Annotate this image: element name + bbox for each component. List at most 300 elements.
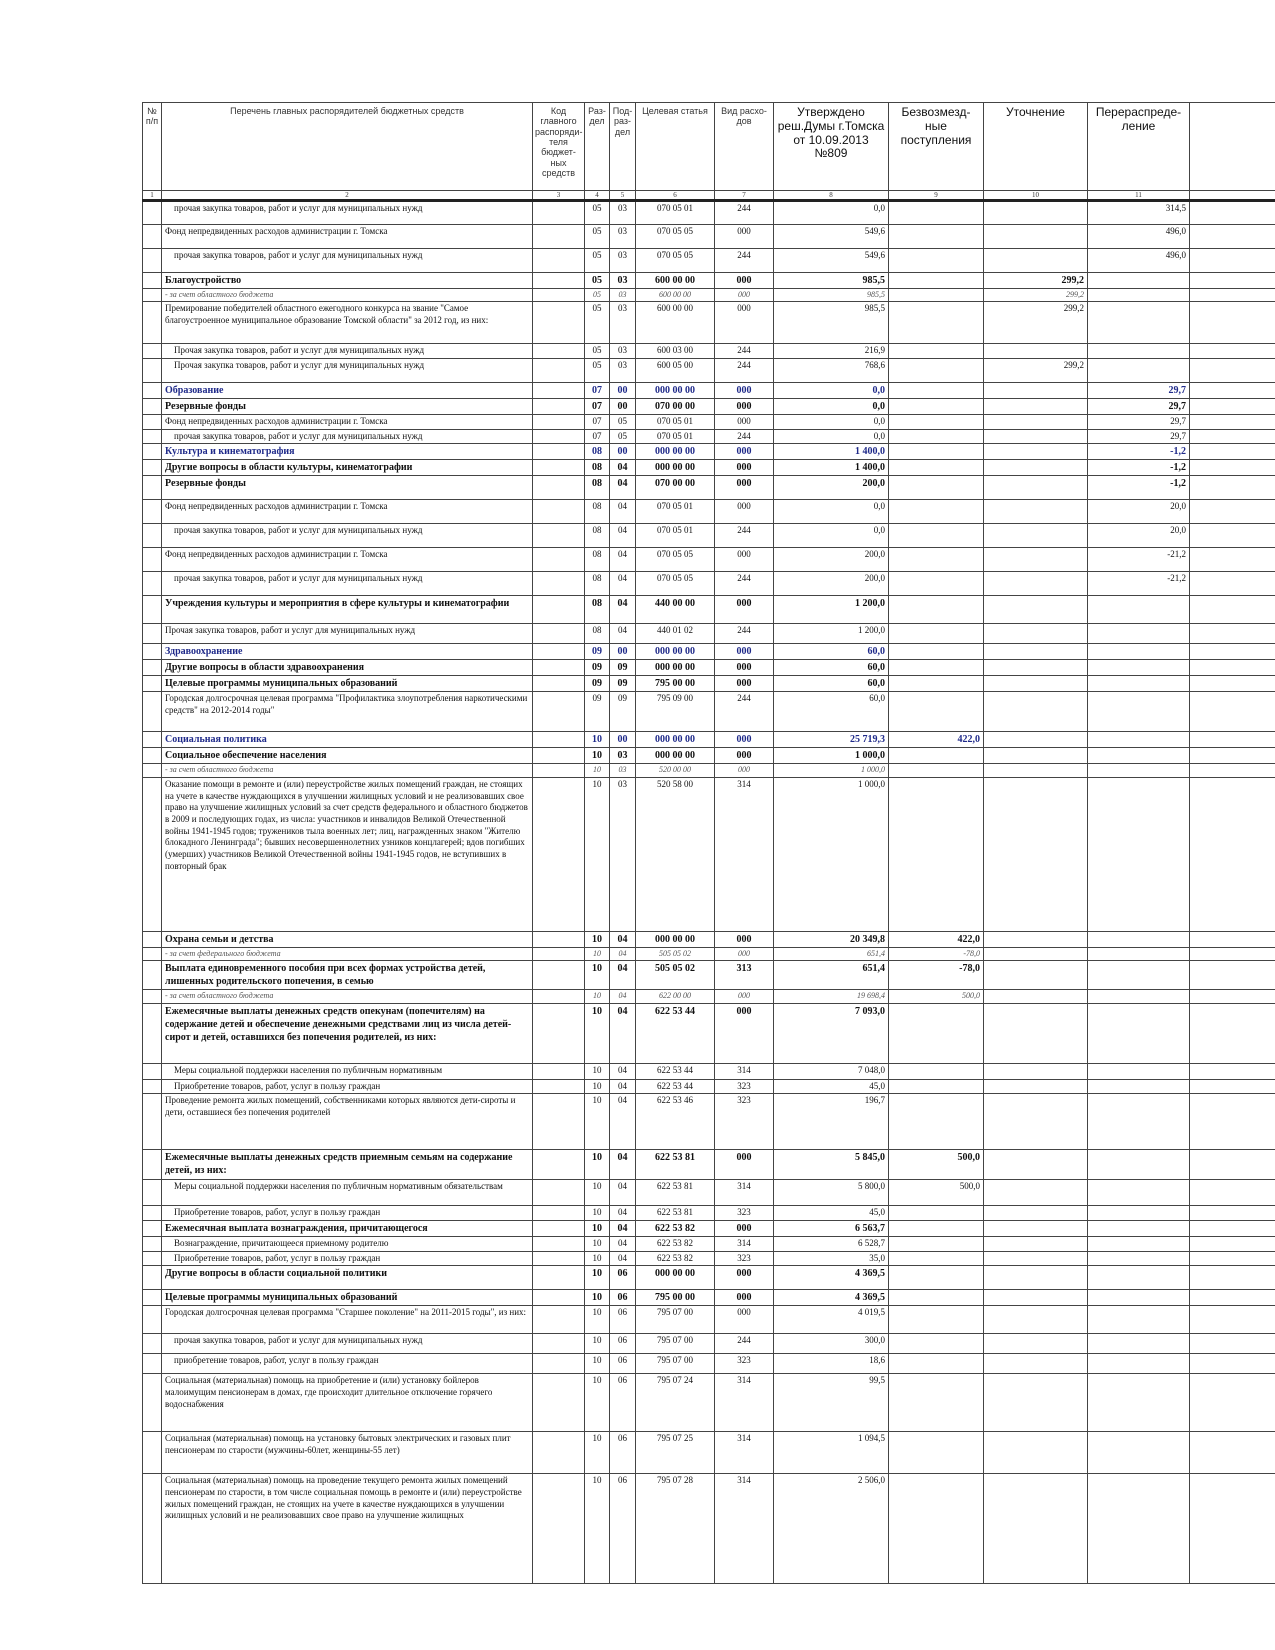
cell-csr: 622 53 81 — [636, 1150, 715, 1180]
cell-name: Здравоохранение — [162, 644, 533, 660]
cell-podrazdel: 03 — [610, 764, 636, 777]
cell-code — [533, 201, 585, 225]
cell-razdel: 10 — [585, 1306, 610, 1334]
cell-gratis — [889, 1237, 984, 1252]
cell-code — [533, 1237, 585, 1252]
cell-gratis: 422,0 — [889, 732, 984, 748]
cell-razdel: 10 — [585, 764, 610, 777]
cell-num — [143, 1266, 162, 1290]
col-number: 9 — [889, 191, 984, 201]
cell-podrazdel: 06 — [610, 1266, 636, 1290]
cell-approved: 651,4 — [774, 961, 889, 990]
cell-razdel: 05 — [585, 273, 610, 289]
cell-podrazdel: 03 — [610, 201, 636, 225]
cell-gratis — [889, 1063, 984, 1079]
cell-vr: 000 — [715, 460, 774, 476]
table-row — [143, 624, 1275, 644]
cell-cut — [1190, 225, 1275, 249]
cell-csr: 622 53 81 — [636, 1180, 715, 1206]
cell-approved: 45,0 — [774, 1206, 889, 1221]
cell-redistribute — [1088, 1180, 1190, 1206]
cell-razdel: 05 — [585, 359, 610, 383]
cell-name: Образование — [162, 383, 533, 399]
cell-redistribute — [1088, 660, 1190, 676]
table-row — [143, 399, 1275, 415]
cell-razdel: 07 — [585, 415, 610, 430]
cell-podrazdel: 06 — [610, 1474, 636, 1584]
cell-cut — [1190, 1079, 1275, 1094]
cell-podrazdel: 04 — [610, 1150, 636, 1180]
cell-name: Фонд непредвиденных расходов администрации г. Томска — [162, 415, 533, 430]
cell-code — [533, 624, 585, 644]
cell-approved: 19 698,4 — [774, 990, 889, 1003]
cell-vr: 000 — [715, 500, 774, 524]
cell-gratis: 422,0 — [889, 931, 984, 947]
cell-podrazdel: 03 — [610, 359, 636, 383]
cell-cut — [1190, 660, 1275, 676]
cell-gratis — [889, 344, 984, 359]
cell-razdel: 05 — [585, 302, 610, 344]
table-row — [143, 1474, 1275, 1584]
cell-csr: 795 07 00 — [636, 1306, 715, 1334]
cell-gratis — [889, 1290, 984, 1306]
cell-cut — [1190, 1221, 1275, 1237]
cell-name: приобретение товаров, работ, услуг в пользу граждан — [162, 1354, 533, 1374]
cell-name: Фонд непредвиденных расходов администрации г. Томска — [162, 500, 533, 524]
table-row — [143, 1079, 1275, 1094]
cell-name: Резервные фонды — [162, 399, 533, 415]
cell-cut — [1190, 429, 1275, 444]
cell-clarify — [984, 777, 1088, 931]
cell-razdel: 10 — [585, 1432, 610, 1474]
cell-name: Прочая закупка товаров, работ и услуг для муниципальных нужд — [162, 359, 533, 383]
cell-name: - за счет областного бюджета — [162, 289, 533, 302]
cell-cut — [1190, 1354, 1275, 1374]
cell-razdel: 09 — [585, 692, 610, 732]
cell-num — [143, 777, 162, 931]
cell-cut — [1190, 1206, 1275, 1221]
cell-approved: 300,0 — [774, 1334, 889, 1354]
cell-clarify — [984, 1474, 1088, 1584]
col-number: 5 — [610, 191, 636, 201]
cell-approved: 196,7 — [774, 1094, 889, 1150]
cell-code — [533, 415, 585, 430]
cell-razdel: 10 — [585, 947, 610, 960]
cell-vr: 314 — [715, 1180, 774, 1206]
cell-num — [143, 225, 162, 249]
cell-approved: 1 200,0 — [774, 624, 889, 644]
cell-approved: 200,0 — [774, 548, 889, 572]
cell-razdel: 08 — [585, 444, 610, 460]
cell-razdel: 08 — [585, 596, 610, 624]
cell-num — [143, 990, 162, 1003]
cell-redistribute — [1088, 644, 1190, 660]
table-row — [143, 1251, 1275, 1266]
cell-name: Охрана семьи и детства — [162, 931, 533, 947]
cell-clarify — [984, 500, 1088, 524]
table-row — [143, 1206, 1275, 1221]
table-row — [143, 273, 1275, 289]
cell-vr: 000 — [715, 660, 774, 676]
cell-vr: 244 — [715, 249, 774, 273]
cell-gratis: -78,0 — [889, 947, 984, 960]
table-row — [143, 524, 1275, 548]
cell-clarify — [984, 444, 1088, 460]
cell-approved: 5 845,0 — [774, 1150, 889, 1180]
cell-clarify — [984, 1180, 1088, 1206]
cell-podrazdel: 04 — [610, 548, 636, 572]
cell-csr: 622 53 81 — [636, 1206, 715, 1221]
cell-redistribute: 496,0 — [1088, 249, 1190, 273]
cell-vr: 000 — [715, 444, 774, 460]
cell-code — [533, 524, 585, 548]
cell-podrazdel: 06 — [610, 1290, 636, 1306]
cell-name: Резервные фонды — [162, 476, 533, 500]
cell-razdel: 05 — [585, 225, 610, 249]
header-num: № п/п — [143, 103, 162, 191]
cell-vr: 000 — [715, 289, 774, 302]
table-row — [143, 1290, 1275, 1306]
cell-vr: 000 — [715, 990, 774, 1003]
cell-podrazdel: 04 — [610, 1003, 636, 1063]
cell-name: прочая закупка товаров, работ и услуг для муниципальных нужд — [162, 201, 533, 225]
cell-redistribute — [1088, 931, 1190, 947]
cell-vr: 314 — [715, 777, 774, 931]
cell-csr: 622 53 44 — [636, 1063, 715, 1079]
cell-redistribute — [1088, 1334, 1190, 1354]
cell-name: Благоустройство — [162, 273, 533, 289]
cell-csr: 520 58 00 — [636, 777, 715, 931]
cell-vr: 000 — [715, 596, 774, 624]
table-row — [143, 476, 1275, 500]
cell-name: Социальная (материальная) помощь на установку бытовых электрических и газовых плит пенсионерам по старости (мужчины-60лет, женщины-55 лет) — [162, 1432, 533, 1474]
cell-cut — [1190, 692, 1275, 732]
cell-approved: 0,0 — [774, 500, 889, 524]
cell-clarify — [984, 1063, 1088, 1079]
cell-podrazdel: 06 — [610, 1334, 636, 1354]
cell-name: Городская долгосрочная целевая программа "Профилактика злоупотребления наркотическими средств" на 2012-2014 годы" — [162, 692, 533, 732]
cell-code — [533, 289, 585, 302]
cell-cut — [1190, 764, 1275, 777]
cell-approved: 1 094,5 — [774, 1432, 889, 1474]
cell-name: Социальная (материальная) помощь на проведение текущего ремонта жилых помещений пенсионерам по старости, в том числе социальная помощь в ремонте и (или) переустройстве жилых помещений граждан, не стоящих на учете в качестве нуждающихся в улучшении жилищных условий и не реализовавших свое право на улучшение жилищных — [162, 1474, 533, 1584]
cell-razdel: 09 — [585, 644, 610, 660]
cell-csr: 440 00 00 — [636, 596, 715, 624]
cell-num — [143, 1354, 162, 1374]
cell-approved: 1 000,0 — [774, 764, 889, 777]
cell-name: Приобретение товаров, работ, услуг в пользу граждан — [162, 1079, 533, 1094]
cell-code — [533, 359, 585, 383]
cell-vr: 323 — [715, 1094, 774, 1150]
cell-num — [143, 660, 162, 676]
cell-podrazdel: 06 — [610, 1354, 636, 1374]
cell-gratis — [889, 764, 984, 777]
cell-code — [533, 764, 585, 777]
cell-podrazdel: 09 — [610, 676, 636, 692]
cell-redistribute — [1088, 1237, 1190, 1252]
cell-podrazdel: 03 — [610, 249, 636, 273]
cell-razdel: 07 — [585, 383, 610, 399]
cell-num — [143, 764, 162, 777]
cell-csr: 070 00 00 — [636, 476, 715, 500]
cell-redistribute — [1088, 344, 1190, 359]
cell-podrazdel: 00 — [610, 399, 636, 415]
cell-csr: 795 00 00 — [636, 1290, 715, 1306]
cell-approved: 7 093,0 — [774, 1003, 889, 1063]
cell-csr: 795 07 00 — [636, 1334, 715, 1354]
cell-cut — [1190, 201, 1275, 225]
cell-gratis — [889, 1266, 984, 1290]
cell-redistribute — [1088, 1474, 1190, 1584]
cell-gratis — [889, 676, 984, 692]
cell-code — [533, 777, 585, 931]
cell-csr: 795 00 00 — [636, 676, 715, 692]
col-number-cut — [1190, 191, 1275, 201]
cell-cut — [1190, 1063, 1275, 1079]
cell-gratis — [889, 302, 984, 344]
cell-clarify — [984, 732, 1088, 748]
cell-code — [533, 1180, 585, 1206]
cell-num — [143, 692, 162, 732]
cell-num — [143, 1180, 162, 1206]
cell-vr: 244 — [715, 692, 774, 732]
table-row — [143, 748, 1275, 764]
cell-redistribute — [1088, 777, 1190, 931]
cell-approved: 0,0 — [774, 429, 889, 444]
cell-cut — [1190, 777, 1275, 931]
cell-num — [143, 1432, 162, 1474]
table-row — [143, 1150, 1275, 1180]
header-razdel: Раз-дел — [585, 103, 610, 191]
cell-approved: 6 563,7 — [774, 1221, 889, 1237]
cell-cut — [1190, 572, 1275, 596]
table-row — [143, 764, 1275, 777]
cell-podrazdel: 00 — [610, 444, 636, 460]
cell-gratis — [889, 500, 984, 524]
cell-razdel: 10 — [585, 990, 610, 1003]
cell-redistribute: 20,0 — [1088, 524, 1190, 548]
cell-cut — [1190, 1432, 1275, 1474]
table-row — [143, 961, 1275, 990]
cell-num — [143, 429, 162, 444]
cell-podrazdel: 03 — [610, 289, 636, 302]
cell-num — [143, 1374, 162, 1432]
cell-num — [143, 748, 162, 764]
cell-cut — [1190, 302, 1275, 344]
cell-redistribute — [1088, 1432, 1190, 1474]
table-row — [143, 548, 1275, 572]
col-number: 3 — [533, 191, 585, 201]
cell-name: Фонд непредвиденных расходов администрации г. Томска — [162, 548, 533, 572]
cell-razdel: 10 — [585, 1251, 610, 1266]
cell-gratis: 500,0 — [889, 990, 984, 1003]
cell-redistribute — [1088, 359, 1190, 383]
cell-podrazdel: 04 — [610, 931, 636, 947]
cell-num — [143, 1221, 162, 1237]
cell-clarify — [984, 931, 1088, 947]
budget-rows — [143, 201, 1275, 1584]
cell-name: - за счет областного бюджета — [162, 990, 533, 1003]
cell-code — [533, 1094, 585, 1150]
cell-code — [533, 748, 585, 764]
column-number-row — [143, 191, 1275, 201]
budget-table-sheet — [142, 102, 1275, 1584]
cell-num — [143, 524, 162, 548]
cell-gratis — [889, 1474, 984, 1584]
cell-razdel: 07 — [585, 429, 610, 444]
header-podrazdel: Под-раз-дел — [610, 103, 636, 191]
cell-approved: 985,5 — [774, 273, 889, 289]
cell-vr: 000 — [715, 676, 774, 692]
cell-redistribute: 29,7 — [1088, 399, 1190, 415]
cell-name: Социальная (материальная) помощь на приобретение и (или) установку бойлеров малоимущим пенсионерам в домах, где происходит длительное отключение горячего водоснабжения — [162, 1374, 533, 1432]
cell-redistribute: -1,2 — [1088, 460, 1190, 476]
cell-clarify — [984, 460, 1088, 476]
cell-redistribute: 20,0 — [1088, 500, 1190, 524]
table-row — [143, 1374, 1275, 1432]
cell-gratis — [889, 748, 984, 764]
cell-csr: 505 05 02 — [636, 961, 715, 990]
cell-name: Целевые программы муниципальных образований — [162, 1290, 533, 1306]
cell-num — [143, 676, 162, 692]
cell-num — [143, 1306, 162, 1334]
cell-approved: 768,6 — [774, 359, 889, 383]
table-row — [143, 596, 1275, 624]
table-row — [143, 1334, 1275, 1354]
cell-podrazdel: 04 — [610, 596, 636, 624]
cell-vr: 314 — [715, 1432, 774, 1474]
table-row — [143, 415, 1275, 430]
cell-cut — [1190, 732, 1275, 748]
cell-csr: 600 00 00 — [636, 273, 715, 289]
cell-code — [533, 1206, 585, 1221]
cell-redistribute — [1088, 1251, 1190, 1266]
cell-csr: 600 03 00 — [636, 344, 715, 359]
table-row — [143, 1063, 1275, 1079]
cell-num — [143, 289, 162, 302]
cell-redistribute — [1088, 676, 1190, 692]
table-row — [143, 692, 1275, 732]
cell-clarify — [984, 1374, 1088, 1432]
cell-approved: 0,0 — [774, 201, 889, 225]
cell-csr: 622 00 00 — [636, 990, 715, 1003]
cell-cut — [1190, 1251, 1275, 1266]
cell-gratis — [889, 644, 984, 660]
cell-redistribute: 314,5 — [1088, 201, 1190, 225]
cell-approved: 200,0 — [774, 476, 889, 500]
table-row — [143, 777, 1275, 931]
cell-csr: 795 07 25 — [636, 1432, 715, 1474]
cell-razdel: 10 — [585, 931, 610, 947]
cell-gratis — [889, 1354, 984, 1374]
cell-vr: 314 — [715, 1374, 774, 1432]
cell-name: Ежемесячные выплаты денежных средств приемным семьям на содержание детей, из них: — [162, 1150, 533, 1180]
cell-podrazdel: 03 — [610, 344, 636, 359]
cell-podrazdel: 04 — [610, 1094, 636, 1150]
cell-approved: 549,6 — [774, 225, 889, 249]
cell-code — [533, 1306, 585, 1334]
cell-podrazdel: 03 — [610, 748, 636, 764]
cell-clarify — [984, 201, 1088, 225]
cell-podrazdel: 04 — [610, 500, 636, 524]
cell-razdel: 10 — [585, 1150, 610, 1180]
cell-razdel: 10 — [585, 748, 610, 764]
cell-code — [533, 476, 585, 500]
cell-num — [143, 302, 162, 344]
cell-approved: 1 400,0 — [774, 460, 889, 476]
cell-clarify — [984, 249, 1088, 273]
cell-redistribute — [1088, 289, 1190, 302]
cell-podrazdel: 00 — [610, 644, 636, 660]
cell-approved: 985,5 — [774, 289, 889, 302]
cell-podrazdel: 04 — [610, 1251, 636, 1266]
cell-cut — [1190, 1237, 1275, 1252]
cell-csr: 000 00 00 — [636, 1266, 715, 1290]
cell-csr: 070 05 01 — [636, 201, 715, 225]
cell-redistribute: -1,2 — [1088, 444, 1190, 460]
cell-num — [143, 500, 162, 524]
cell-clarify — [984, 692, 1088, 732]
cell-clarify — [984, 676, 1088, 692]
cell-csr: 000 00 00 — [636, 732, 715, 748]
cell-clarify — [984, 225, 1088, 249]
cell-code — [533, 399, 585, 415]
cell-redistribute: 496,0 — [1088, 225, 1190, 249]
col-number: 1 — [143, 191, 162, 201]
cell-vr: 000 — [715, 383, 774, 399]
table-row — [143, 460, 1275, 476]
cell-approved: 4 019,5 — [774, 1306, 889, 1334]
cell-code — [533, 344, 585, 359]
cell-csr: 070 05 01 — [636, 429, 715, 444]
cell-redistribute — [1088, 1079, 1190, 1094]
cell-cut — [1190, 624, 1275, 644]
table-row — [143, 1180, 1275, 1206]
cell-name: прочая закупка товаров, работ и услуг для муниципальных нужд — [162, 572, 533, 596]
cell-name: Городская долгосрочная целевая программа "Старшее поколение" на 2011-2015 годы", из них: — [162, 1306, 533, 1334]
cell-num — [143, 1334, 162, 1354]
cell-cut — [1190, 415, 1275, 430]
cell-vr: 000 — [715, 931, 774, 947]
cell-clarify — [984, 429, 1088, 444]
cell-clarify — [984, 990, 1088, 1003]
cell-clarify — [984, 644, 1088, 660]
cell-num — [143, 572, 162, 596]
cell-vr: 244 — [715, 344, 774, 359]
cell-cut — [1190, 399, 1275, 415]
cell-num — [143, 415, 162, 430]
cell-podrazdel: 04 — [610, 572, 636, 596]
cell-vr: 313 — [715, 961, 774, 990]
cell-gratis — [889, 1206, 984, 1221]
cell-name: Ежемесячные выплаты денежных средств опекунам (попечителям) на содержание детей и обеспечение денежными средствами лиц из числа детей-сирот и детей, оставшихся без попечения родителей, из них: — [162, 1003, 533, 1063]
cell-razdel: 10 — [585, 1063, 610, 1079]
cell-clarify — [984, 1354, 1088, 1374]
header-redistribute: Перераспреде-ление — [1088, 103, 1190, 191]
cell-approved: 99,5 — [774, 1374, 889, 1432]
cell-cut — [1190, 644, 1275, 660]
cell-csr: 622 53 82 — [636, 1221, 715, 1237]
cell-approved: 1 000,0 — [774, 748, 889, 764]
cell-razdel: 10 — [585, 1221, 610, 1237]
table-row — [143, 1237, 1275, 1252]
cell-razdel: 10 — [585, 1354, 610, 1374]
table-row — [143, 225, 1275, 249]
cell-cut — [1190, 476, 1275, 500]
cell-vr: 000 — [715, 1003, 774, 1063]
cell-vr: 000 — [715, 273, 774, 289]
cell-num — [143, 1206, 162, 1221]
